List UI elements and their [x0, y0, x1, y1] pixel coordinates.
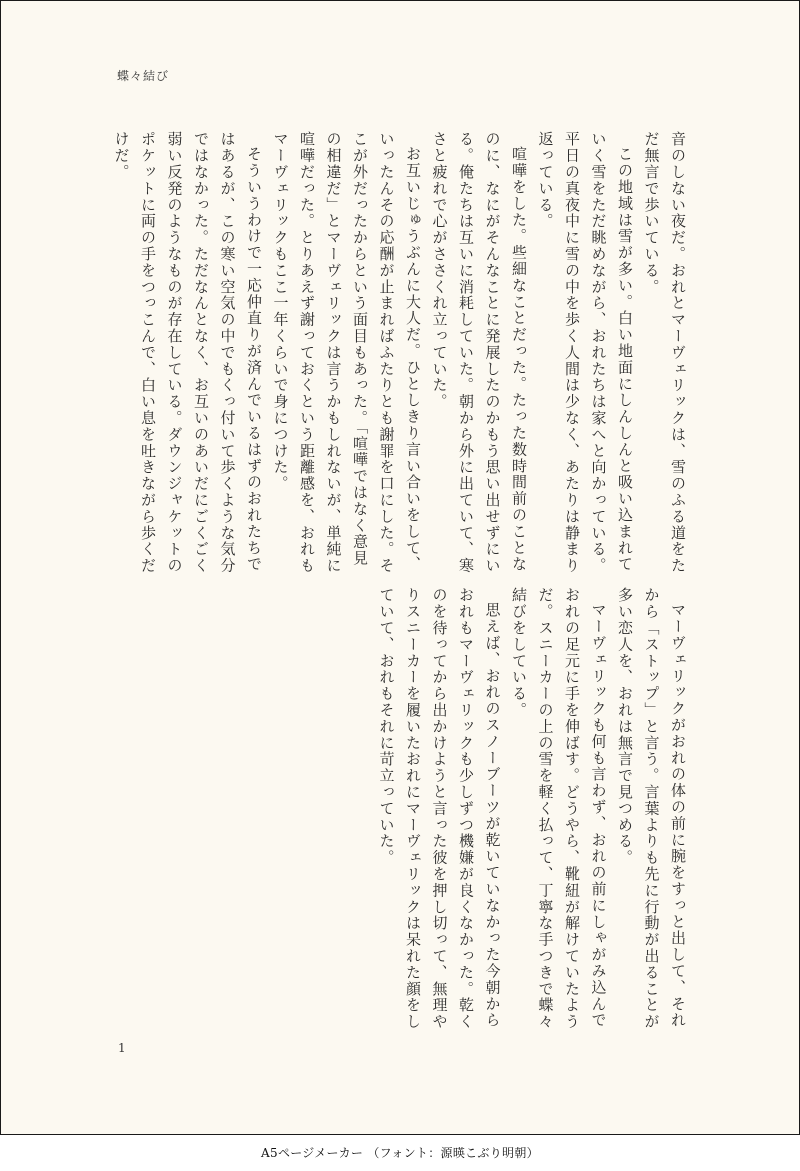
paragraph: この地域は雪が多い。白い地面にしんしんと吸い込まれていく雪をただ眺めながら、おれたちは家へと向かっている。平日の真夜中に雪の中を歩く人間は少なく、あたりは静まり返っている。 [536, 131, 634, 574]
body-text-upper-band [111, 131, 691, 579]
paragraph: マーヴェリックがおれの体の前に腕をすっと出して、それから「ストップ」と言う。言葉よりも先に行動が出ることが多い恋人を、おれは無言で見つめる。 [616, 587, 687, 1030]
footer-caption: A5ページメーカー （フォント：源暎こぶり明朝） [261, 1146, 539, 1160]
paragraph: 喧嘩をした。些細なことだった。たった数時間前のことなのに、なにがそんなことに発展したのかもう思い出せずにいる。俺たちは互いに消耗していた。朝から外に出ていて、寒さと疲れで心がささくれ立っていた。 [430, 131, 528, 574]
paragraph: マーヴェリックも何も言わず、おれの前にしゃがみ込んでおれの足元に手を伸ばす。どうやら、靴紐が解けていたようだ。スニーカーの上の雪を軽く払って、丁寧な手つきで蝶々結びをしている。 [510, 587, 608, 1030]
page-number: 1 [118, 1041, 126, 1055]
paragraph: そういうわけで一応仲直りが済んでいるはずのおれたちではあるが、この寒い空気の中でもくっ付いて歩くような気分ではなかった。ただなんとなく、お互いのあいだにごくごく弱い反発のようなものが存在している。ダウンジャケットのポケットに両の手をつっこんで、白い息を吐きながら歩くだけだ。 [112, 131, 263, 574]
body-text-lower-band [111, 587, 691, 1035]
paragraph: 思えば、おれのスノーブーツが乾いていなかった今朝からおれもマーヴェリックも少しずつ機嫌が良くなかった。乾くのを待ってから出かけようと言った彼を押し切って、無理やりスニーカーを履いたおれにマーヴェリックは呆れた顔をしていて、おれもそれに苛立っていた。 [377, 587, 502, 1030]
paragraph: 音のしない夜だ。おれとマーヴェリックは、雪のふる道をただ無言で歩いている。 [642, 131, 687, 574]
running-head: 蝶々結び [117, 69, 170, 83]
paragraph: お互いじゅうぶんに大人だ。ひとしきり言い合いをして、いったんその応酬が止まればふたりとも謝罪を口にした。そこが外だったからという面目もあった。「喧嘩ではなく意見の相違だ」とマーヴェリックは言うかもしれないが、単純に喧嘩だった。とりあえず謝っておくという距離感を、おれもマーヴェリックもここ一年くらいで身につけた。 [271, 131, 422, 574]
